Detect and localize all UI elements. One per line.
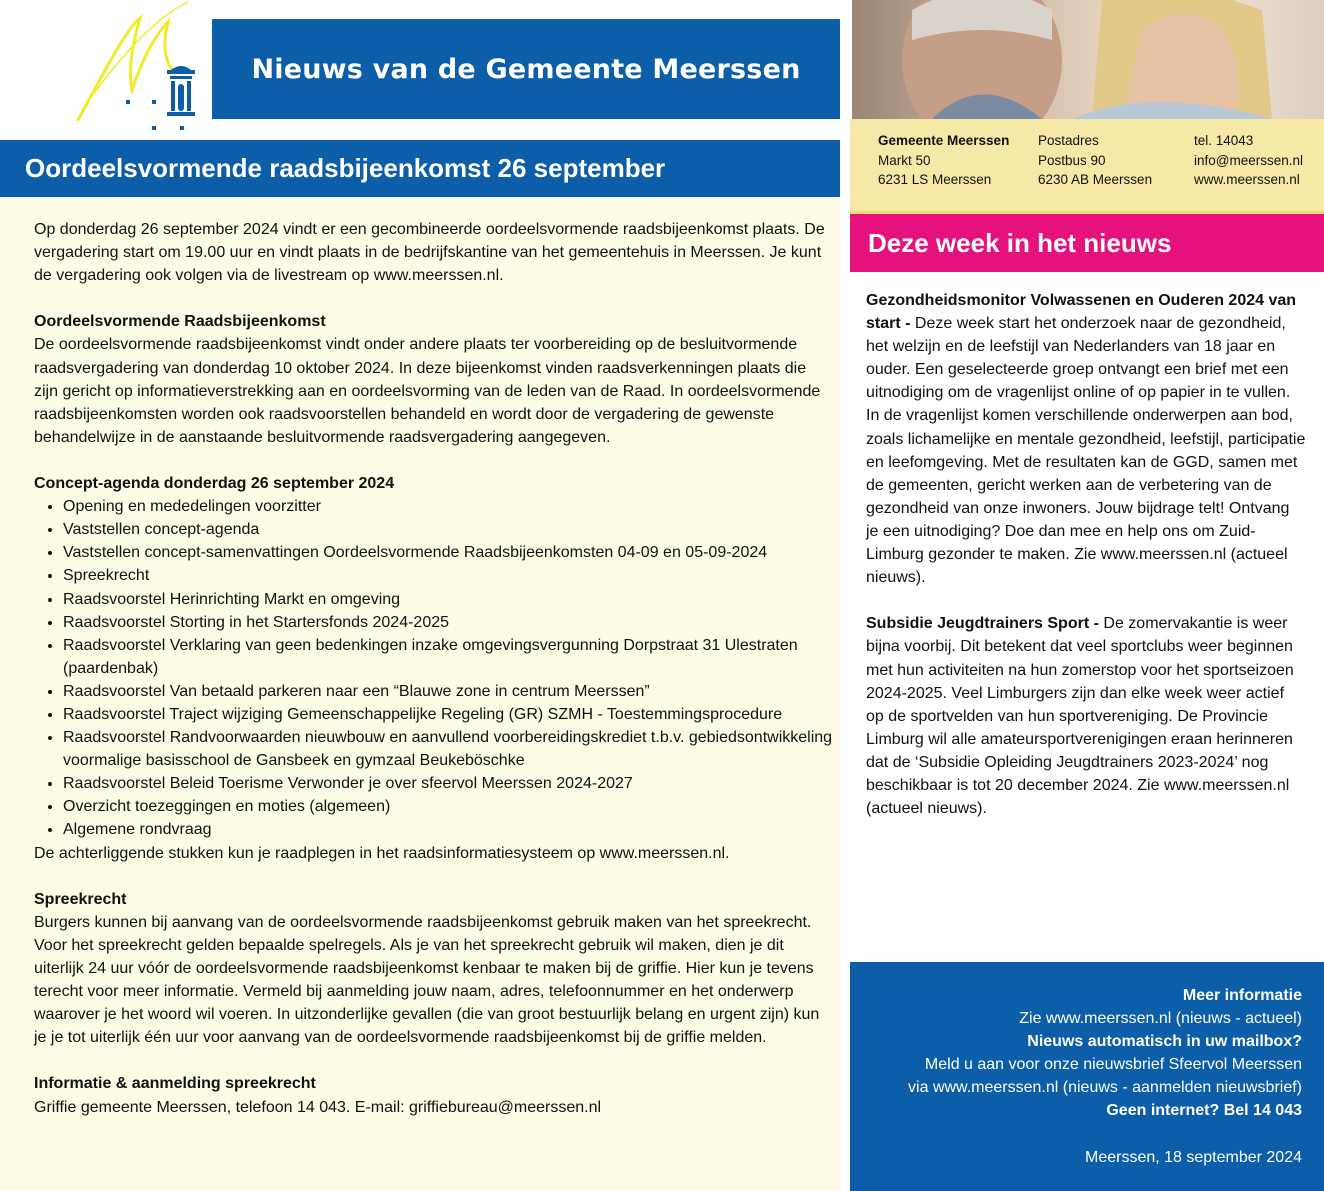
newsletter-banner xyxy=(212,19,840,119)
agenda-item: • Raadsvoorstel Beleid Toerisme Verwonder je over sfeervol Meerssen 2024-2027 xyxy=(63,772,834,795)
section-heading: Oordeelsvormende Raadsbijeenkomst xyxy=(34,313,326,331)
spreekrecht-heading: Spreekrecht xyxy=(34,890,127,908)
agenda-item: • Algemene rondvraag xyxy=(63,818,834,841)
news-item-title: Subsidie Jeugdtrainers Sport - xyxy=(866,615,1099,633)
contact-email[interactable]: info@meerssen.nl xyxy=(1194,152,1304,168)
news-item-title: Gezondheidsmonitor Volwassenen en Ouderen 2024 van start - xyxy=(866,292,1297,333)
agenda-item: • Vaststellen concept-samenvattingen Oordeelsvormende Raadsbijeenkomsten 04-09 en 05-09-2024 xyxy=(63,541,834,564)
section-text: De oordeelsvormende raadsbijeenkomst vindt onder andere plaats ter voorbereiding op de besluitvormende raadsvergadering van donderdag 10 oktober 2024. In deze bijeenkomst vinden raadsverkenningen plaats die zijn gericht op informatieverstrekking aan en oordeelsvorming van de leden van de Raad. In oordeelsvormende raadsbijeenkomsten worden ook raadsvoorstellen behandeld en wordt door de vergadering de gewenste behandelwijze in de aanstaande besluitvormende raadsvergadering aangegeven. xyxy=(34,336,821,446)
postadres-label: Postadres xyxy=(1038,133,1099,148)
info-line: Meld u aan voor onze nieuwsbrief Sfeervol Meerssen xyxy=(924,1056,1302,1074)
postbus-postal: 6230 AB Meerssen xyxy=(1038,172,1153,187)
info-line: Zie www.meerssen.nl (nieuws - actueel) xyxy=(1019,1010,1302,1028)
news-column xyxy=(866,289,1306,820)
agenda-item: • Raadsvoorstel Herinrichting Markt en omgeving xyxy=(63,588,834,611)
agenda-item: • Raadsvoorstel Randvoorwaarden nieuwbouw en aanvullend voorbereidingskrediet t.b.v. gebiedsontwikkeling voormalige basisschool de Gansbeek en gymzaal Beukeböschke xyxy=(63,726,834,772)
aanmelding-heading: Informatie & aanmelding spreekrecht xyxy=(34,1075,316,1093)
contact-street: Markt 50 xyxy=(878,152,931,168)
article-intro: Op donderdag 26 september 2024 vindt er een gecombineerde oordeelsvormende raadsbijeenkomst plaats. De vergadering start om 19.00 uur en vindt plaats in de bedrijfskantine van het gemeentehuis in Meerssen. Je kunt de vergadering ook volgen via de livestream op www.meerssen.nl. xyxy=(34,221,825,285)
agenda-list xyxy=(34,495,834,841)
contact-phone: tel. 14043 xyxy=(1194,133,1254,148)
agenda-item: • Raadsvoorstel Van betaald parkeren naar een “Blauwe zone in centrum Meerssen” xyxy=(63,680,834,703)
banner-title: Nieuws van de Gemeente Meerssen xyxy=(251,53,801,85)
agenda-item: • Raadsvoorstel Storting in het Startersfonds 2024-2025 xyxy=(63,611,834,634)
agenda-item: • Spreekrecht xyxy=(63,564,834,587)
postbus: Postbus 90 xyxy=(1038,152,1106,168)
publication-date: Meerssen, 18 september 2024 xyxy=(1084,1148,1302,1166)
spreekrecht-text: Burgers kunnen bij aanvang van de oordeelsvormende raadsbijeenkomst gebruik maken van het spreekrecht. Voor het spreekrecht gelden bepaalde spelregels. Als je van het spreekrecht gebruik wil maken, dien je dit uiterlijk 24 uur vóór de oordeelsvormende raadsbijeenkomst kenbaar te maken bij de griffie. Hier kun je tevens terecht voor meer informatie. Vermeld bij aanmelding jouw naam, adres, telefoonnummer en het onderwerp waarover je het woord wil voeren. In uitzonderlijke gevallen (die van groot bestuurlijk belang en urgent zijn) kun je je tot uiterlijk één uur voor aanvang van de oordeelsvormende raadsbijeenkomst bij de griffie melden. xyxy=(34,913,820,1047)
agenda-item: • Vaststellen concept-agenda xyxy=(63,518,834,541)
news-item xyxy=(866,289,1306,589)
contact-org-name: Gemeente Meerssen xyxy=(878,133,1010,148)
municipality-logo xyxy=(70,0,210,138)
newsletter-heading: Nieuws automatisch in uw mailbox? xyxy=(1027,1033,1302,1051)
agenda-item: • Opening en mededelingen voorzitter xyxy=(63,495,834,518)
agenda-item: • Raadsvoorstel Traject wijziging Gemeenschappelijke Regeling (GR) SZMH - Toestemmingsprocedure xyxy=(63,703,834,726)
phone-heading: Geen internet? Bel 14 043 xyxy=(1106,1102,1302,1120)
contact-website[interactable]: www.meerssen.nl xyxy=(1194,172,1300,187)
contact-details xyxy=(1194,131,1303,190)
aanmelding-text: Griffie gemeente Meerssen, telefoon 14 043. E-mail: griffiebureau@meerssen.nl xyxy=(34,1098,602,1116)
news-header-title: Deze week in het nieuws xyxy=(868,227,1172,258)
news-item-text: Deze week start het onderzoek naar de gezondheid, het welzijn en de leefstijl van Nederlanders van 18 jaar en ouder. Een geselecteerde groep ontvangt een brief met een uitnodiging om de vragenlijst online of op papier in te vullen. In de vragenlijst komen verschillende onderwerpen aan bod, zoals lichamelijke en mentale gezondheid, leefstijl, participatie en leefomgeving. Met de resultaten kan de GGD, samen met de gemeenten, gericht werken aan de verbetering van de gezondheid van onze inwoners. Jouw bijdrage telt! Ontvang je een uitnodiging? Doe dan mee en help ons om Zuid-Limburg gezonder te maken. Zie www.meerssen.nl (actueel nieuws). xyxy=(866,315,1306,587)
news-item xyxy=(866,612,1306,820)
article-title-bar xyxy=(0,140,840,197)
info-line: via www.meerssen.nl (nieuws - aanmelden nieuwsbrief) xyxy=(908,1079,1302,1097)
agenda-heading: Concept-agenda donderdag 26 september 2024 xyxy=(34,475,395,493)
news-item-text: De zomervakantie is weer bijna voorbij. Dit betekent dat veel sportclubs weer beginnen met hun activiteiten na hun zomerstop voor het sportseizoen 2024-2025. Veel Limburgers zijn dan elke week weer actief op de sportvelden van hun sportvereniging. De Provincie Limburg wil alle amateursportverenigingen eraan herinneren dat de ‘Subsidie Opleiding Jeugdtrainers 2023-2024’ nog beschikbaar is tot 20 december 2024. Zie www.meerssen.nl (actueel nieuws). xyxy=(866,615,1294,818)
info-heading: Meer informatie xyxy=(1182,987,1302,1004)
contact-address xyxy=(878,131,1009,190)
news-header xyxy=(850,214,1324,272)
contact-box xyxy=(850,119,1324,214)
agenda-item: • Overzicht toezeggingen en moties (algemeen) xyxy=(63,795,834,818)
agenda-footer: De achterliggende stukken kun je raadplegen in het raadsinformatiesysteem op www.meerssen.nl. xyxy=(34,844,730,862)
contact-postal: 6231 LS Meerssen xyxy=(878,172,992,187)
article-content xyxy=(34,218,834,1119)
contact-postadres xyxy=(1038,131,1152,190)
header-photo xyxy=(852,0,1324,119)
info-box xyxy=(850,962,1324,1191)
article-title: Oordeelsvormende raadsbijeenkomst 26 september xyxy=(25,153,666,183)
agenda-item: • Raadsvoorstel Verklaring van geen bedenkingen inzake omgevingsvergunning Dorpstraat 31 Ulestraten (paardenbak) xyxy=(63,634,834,680)
